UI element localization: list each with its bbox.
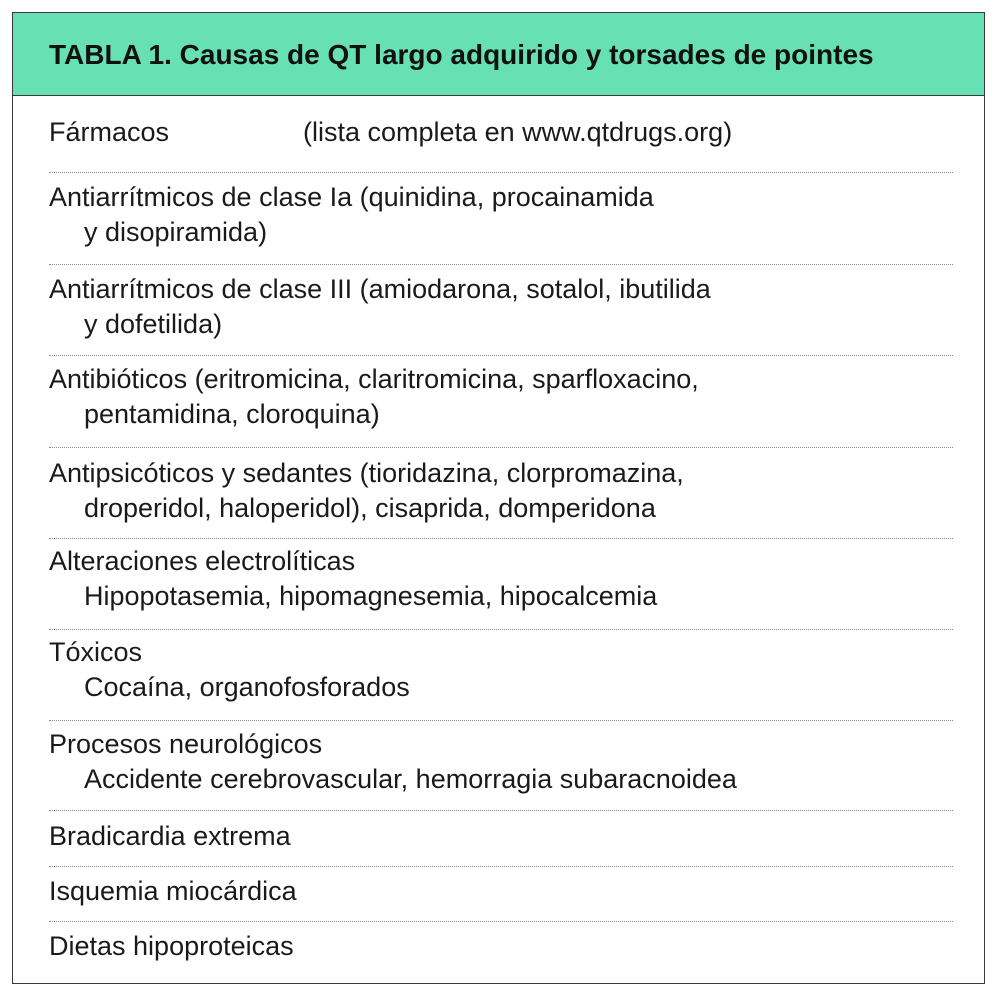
row-line: Isquemia miocárdica: [49, 876, 297, 906]
table-row: [49, 356, 953, 448]
row-line: Dietas hipoproteicas: [49, 931, 294, 961]
row-line: Procesos neurológicos: [49, 729, 323, 759]
row-label: Fármacos: [49, 117, 170, 147]
row-line: Tóxicos: [49, 637, 143, 667]
table-row: [49, 539, 953, 630]
row-line-indented: pentamidina, cloroquina): [84, 399, 380, 429]
row-line: Alteraciones electrolíticas: [49, 546, 356, 576]
row-note: (lista completa en www.qtdrugs.org): [303, 117, 733, 147]
causes-table: [12, 12, 985, 984]
table-row: [49, 173, 953, 265]
table-title: TABLA 1. Causas de QT largo adquirido y torsades de pointes: [49, 39, 874, 70]
table-row: [49, 867, 953, 922]
row-line-indented: Accidente cerebrovascular, hemorragia subaracnoidea: [84, 764, 737, 794]
table-row: [49, 630, 953, 721]
row-line: Bradicardia extrema: [49, 821, 291, 851]
row-line-indented: droperidol, haloperidol), cisaprida, domperidona: [84, 493, 656, 523]
row-line-indented: Hipopotasemia, hipomagnesemia, hipocalcemia: [84, 581, 658, 611]
row-line-indented: Cocaína, organofosforados: [84, 672, 410, 702]
table-row: [49, 265, 953, 356]
table-row: [49, 811, 953, 867]
table-row: [49, 922, 953, 977]
table-row-farmacos: [49, 96, 953, 173]
row-line-indented: y disopiramida): [84, 217, 268, 247]
row-line: Antiarrítmicos de clase III (amiodarona, sotalol, ibutilida: [49, 274, 711, 304]
row-line: Antibióticos (eritromicina, claritromicina, sparfloxacino,: [49, 364, 699, 394]
row-line-indented: y dofetilida): [84, 309, 223, 339]
row-line: Antiarrítmicos de clase Ia (quinidina, procainamida: [49, 182, 654, 212]
row-line: Antipsicóticos y sedantes (tioridazina, clorpromazina,: [49, 458, 684, 488]
table-row: [49, 448, 953, 539]
table-row: [49, 721, 953, 811]
table-body: [49, 96, 953, 977]
table-header: [13, 13, 984, 96]
